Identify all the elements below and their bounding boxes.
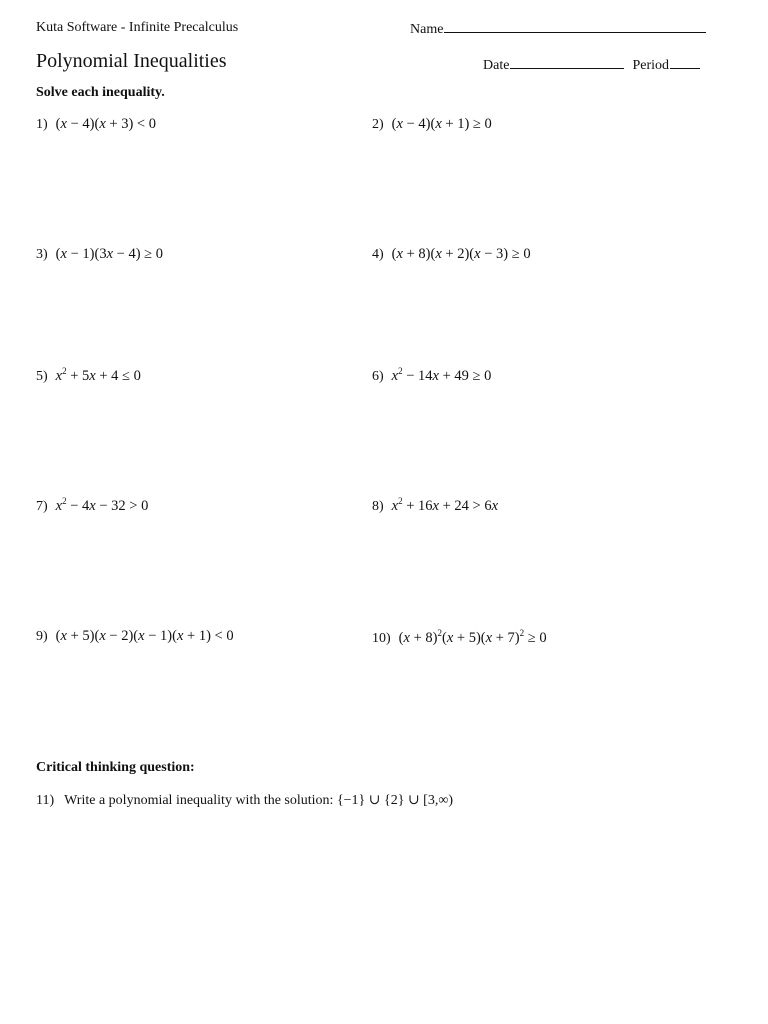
name-blank-line[interactable]: [444, 20, 706, 33]
problem-expression: (x + 8)(x + 2)(x − 3) ≥ 0: [391, 246, 531, 262]
problem-number: 6): [372, 369, 384, 384]
problem-11: [36, 792, 453, 809]
problem-number: 2): [372, 117, 384, 132]
problem-10: [372, 630, 547, 647]
problem-expression: (x − 4)(x + 1) ≥ 0: [391, 116, 492, 132]
page-title: Polynomial Inequalities: [36, 50, 227, 72]
date-label: Date: [483, 58, 510, 73]
date-blank-line[interactable]: [510, 56, 624, 69]
problem-9: [36, 628, 234, 645]
problem-number: 10): [372, 631, 391, 646]
name-field[interactable]: [410, 20, 706, 38]
problem-8: [372, 498, 498, 515]
problem-text: Write a polynomial inequality with the solution: {−1} ∪ {2} ∪ [3,∞): [64, 793, 453, 808]
problem-6: [372, 368, 491, 385]
problem-number: 11): [36, 793, 55, 808]
problem-expression: (x − 1)(3x − 4) ≥ 0: [55, 246, 164, 262]
problem-expression: $x^2 - 4x - 32 > 0$: [55, 496, 149, 514]
problem-4: [372, 246, 531, 263]
publisher-label: Kuta Software - Infinite Precalculus: [36, 20, 239, 35]
problem-number: 9): [36, 629, 48, 644]
problem-number: 7): [36, 499, 48, 514]
name-label: Name: [410, 22, 444, 37]
problem-7: [36, 498, 148, 515]
instructions: Solve each inequality.: [36, 85, 165, 100]
problem-number: 4): [372, 247, 384, 262]
date-period-fields: [483, 56, 700, 74]
critical-thinking-heading: Critical thinking question:: [36, 760, 195, 775]
problem-expression: (x − 4)(x + 3) < 0: [55, 116, 156, 132]
problem-expression: (x + 5)(x − 2)(x − 1)(x + 1) < 0: [55, 628, 234, 644]
problem-expression: $(x + 8)^2(x + 5)(x + 7)^2 \ge 0$: [398, 628, 547, 646]
problem-expression: $x^2 + 5x + 4 \le 0$: [55, 366, 141, 384]
problem-3: [36, 246, 163, 263]
problem-expression: $x^2 + 16x + 24 > 6x$: [391, 496, 499, 514]
problem-1: [36, 116, 156, 133]
problem-5: [36, 368, 141, 385]
problem-number: 3): [36, 247, 48, 262]
period-blank-line[interactable]: [670, 56, 700, 69]
problem-expression: $x^2 - 14x + 49 \ge 0$: [391, 366, 492, 384]
problem-2: [372, 116, 492, 133]
problem-number: 8): [372, 499, 384, 514]
problem-number: 1): [36, 117, 48, 132]
problem-number: 5): [36, 369, 48, 384]
period-label: Period: [632, 58, 669, 73]
